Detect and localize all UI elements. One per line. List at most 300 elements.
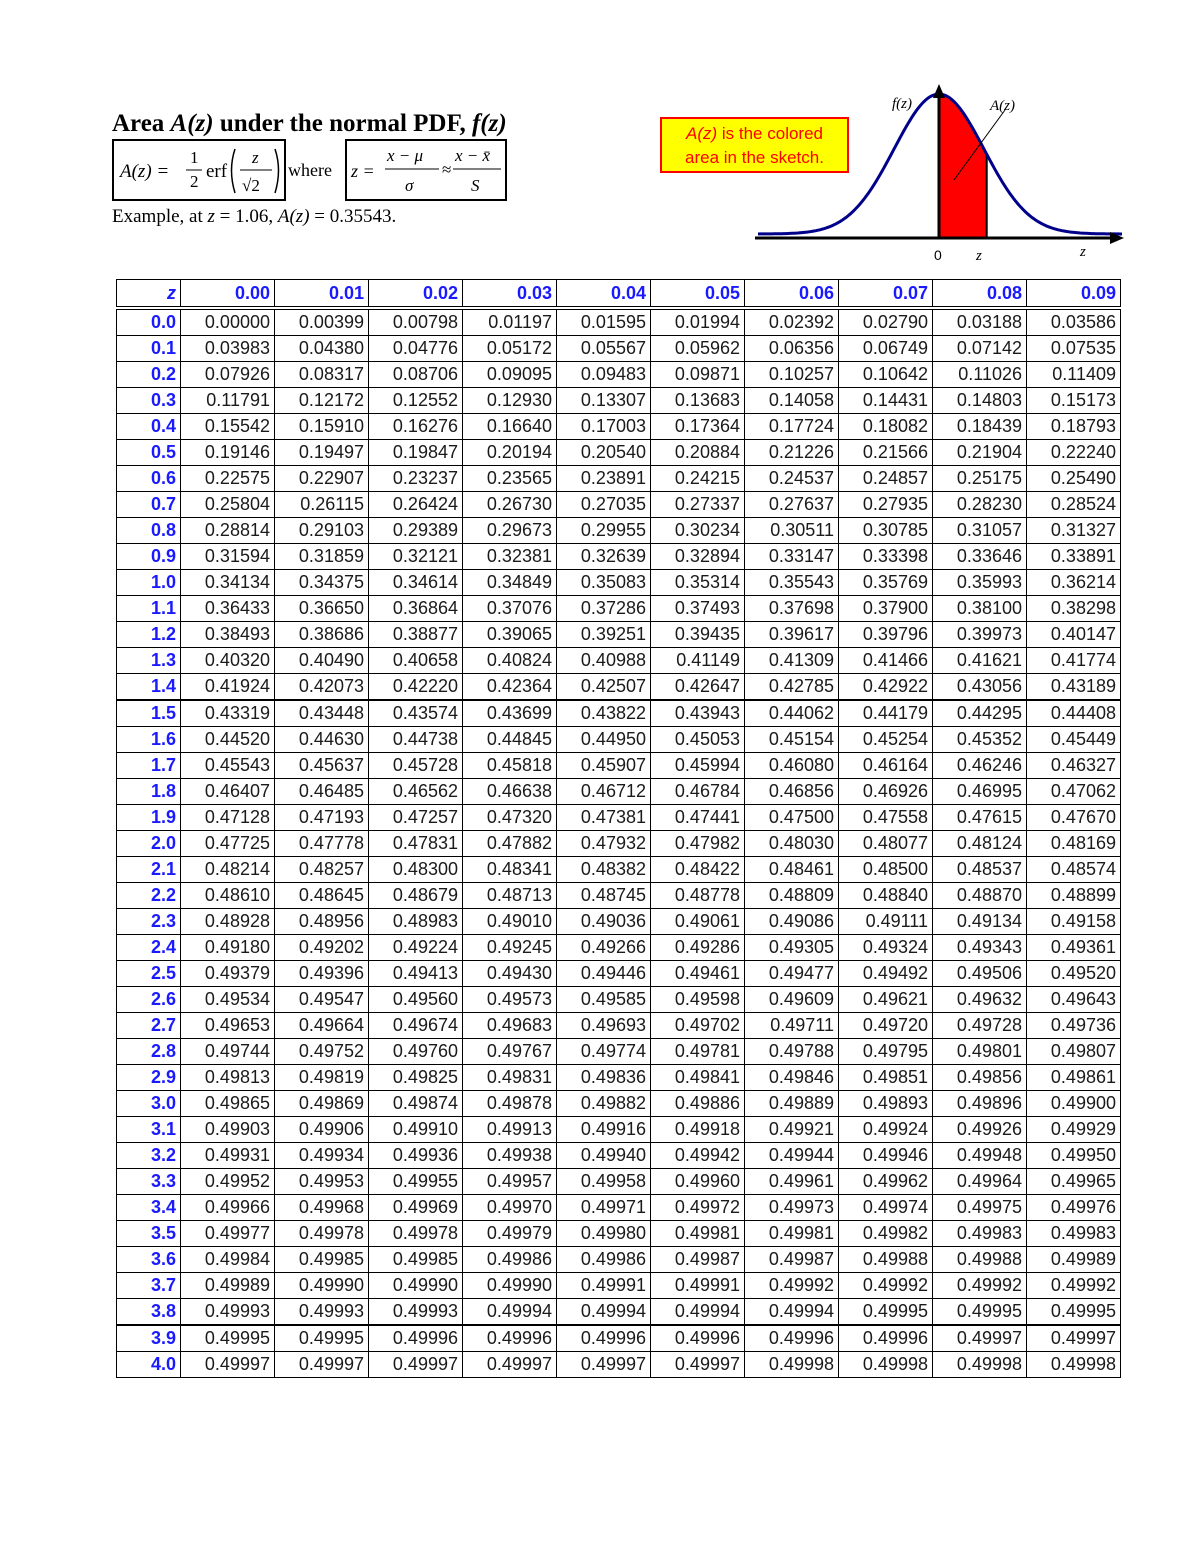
table-cell: 0.22240 — [1027, 440, 1121, 466]
table-cell: 0.49929 — [1027, 1117, 1121, 1143]
table-cell: 0.49361 — [1027, 935, 1121, 961]
table-row — [117, 1169, 1121, 1195]
table-cell: 0.49893 — [839, 1091, 933, 1117]
table-row — [117, 518, 1121, 544]
table-cell: 0.49984 — [181, 1247, 275, 1273]
column-header: 0.09 — [1027, 280, 1121, 309]
table-row — [117, 440, 1121, 466]
table-cell: 0.48461 — [745, 857, 839, 883]
table-cell: 0.49036 — [557, 909, 651, 935]
row-header: 0.5 — [117, 440, 181, 466]
table-cell: 0.27637 — [745, 492, 839, 518]
table-cell: 0.49305 — [745, 935, 839, 961]
table-cell: 0.43822 — [557, 700, 651, 727]
page-title: Area A(z) under the normal PDF, f(z) — [112, 110, 507, 137]
svg-text:z =: z = — [351, 161, 375, 181]
table-cell: 0.49813 — [181, 1065, 275, 1091]
table-cell: 0.49997 — [369, 1352, 463, 1378]
table-row — [117, 1221, 1121, 1247]
table-cell: 0.49998 — [745, 1352, 839, 1378]
table-cell: 0.07142 — [933, 336, 1027, 362]
table-cell: 0.49874 — [369, 1091, 463, 1117]
table-row — [117, 779, 1121, 805]
table-cell: 0.46856 — [745, 779, 839, 805]
table-cell: 0.48077 — [839, 831, 933, 857]
table-cell: 0.38298 — [1027, 596, 1121, 622]
table-row — [117, 596, 1121, 622]
table-cell: 0.02392 — [745, 308, 839, 336]
table-cell: 0.39973 — [933, 622, 1027, 648]
svg-text:A(z) =: A(z) = — [120, 161, 170, 182]
table-cell: 0.47778 — [275, 831, 369, 857]
table-cell: 0.48983 — [369, 909, 463, 935]
row-header: 2.3 — [117, 909, 181, 935]
table-cell: 0.46407 — [181, 779, 275, 805]
table-cell: 0.49825 — [369, 1065, 463, 1091]
z-mark-label: z — [976, 248, 982, 264]
table-cell: 0.49111 — [839, 909, 933, 935]
table-cell: 0.38100 — [933, 596, 1027, 622]
table-cell: 0.35314 — [651, 570, 745, 596]
table-cell: 0.49971 — [557, 1195, 651, 1221]
table-cell: 0.19497 — [275, 440, 369, 466]
table-cell: 0.49788 — [745, 1039, 839, 1065]
table-cell: 0.49461 — [651, 961, 745, 987]
row-header: 1.1 — [117, 596, 181, 622]
table-cell: 0.16640 — [463, 414, 557, 440]
table-cell: 0.17724 — [745, 414, 839, 440]
table-row — [117, 1013, 1121, 1039]
table-cell: 0.35993 — [933, 570, 1027, 596]
table-cell: 0.49585 — [557, 987, 651, 1013]
table-cell: 0.42647 — [651, 674, 745, 701]
table-cell: 0.49978 — [369, 1221, 463, 1247]
table-cell: 0.49918 — [651, 1117, 745, 1143]
row-header: 3.5 — [117, 1221, 181, 1247]
table-row — [117, 1247, 1121, 1273]
svg-text:√2: √2 — [242, 176, 260, 195]
table-cell: 0.49996 — [839, 1325, 933, 1352]
table-cell: 0.29389 — [369, 518, 463, 544]
table-cell: 0.49955 — [369, 1169, 463, 1195]
table-cell: 0.49961 — [745, 1169, 839, 1195]
table-cell: 0.41774 — [1027, 648, 1121, 674]
table-cell: 0.25804 — [181, 492, 275, 518]
z-formula — [347, 141, 505, 199]
row-header: 2.2 — [117, 883, 181, 909]
table-cell: 0.13683 — [651, 388, 745, 414]
table-cell: 0.45818 — [463, 753, 557, 779]
table-row — [117, 857, 1121, 883]
table-cell: 0.37698 — [745, 596, 839, 622]
table-cell: 0.49976 — [1027, 1195, 1121, 1221]
table-cell: 0.45254 — [839, 727, 933, 753]
column-header: 0.08 — [933, 280, 1027, 309]
table-cell: 0.41924 — [181, 674, 275, 701]
zero-label: 0 — [934, 247, 942, 263]
table-cell: 0.23237 — [369, 466, 463, 492]
table-cell: 0.41309 — [745, 648, 839, 674]
table-cell: 0.27337 — [651, 492, 745, 518]
table-cell: 0.47670 — [1027, 805, 1121, 831]
table-cell: 0.27035 — [557, 492, 651, 518]
table-cell: 0.40824 — [463, 648, 557, 674]
table-cell: 0.23565 — [463, 466, 557, 492]
table-cell: 0.37076 — [463, 596, 557, 622]
row-header: 1.8 — [117, 779, 181, 805]
table-cell: 0.47932 — [557, 831, 651, 857]
table-cell: 0.49946 — [839, 1143, 933, 1169]
table-row — [117, 727, 1121, 753]
table-cell: 0.49940 — [557, 1143, 651, 1169]
table-cell: 0.00798 — [369, 308, 463, 336]
table-cell: 0.37286 — [557, 596, 651, 622]
table-row — [117, 1299, 1121, 1326]
table-cell: 0.18439 — [933, 414, 1027, 440]
table-row — [117, 674, 1121, 701]
column-header: 0.07 — [839, 280, 933, 309]
table-cell: 0.41466 — [839, 648, 933, 674]
table-cell: 0.10257 — [745, 362, 839, 388]
table-cell: 0.49988 — [933, 1247, 1027, 1273]
table-cell: 0.31327 — [1027, 518, 1121, 544]
table-cell: 0.06356 — [745, 336, 839, 362]
column-header: 0.05 — [651, 280, 745, 309]
table-cell: 0.49996 — [369, 1325, 463, 1352]
table-cell: 0.41149 — [651, 648, 745, 674]
table-cell: 0.49983 — [1027, 1221, 1121, 1247]
table-cell: 0.46926 — [839, 779, 933, 805]
table-cell: 0.07535 — [1027, 336, 1121, 362]
table-row — [117, 492, 1121, 518]
table-cell: 0.30511 — [745, 518, 839, 544]
table-cell: 0.33646 — [933, 544, 1027, 570]
table-cell: 0.49970 — [463, 1195, 557, 1221]
table-cell: 0.49520 — [1027, 961, 1121, 987]
table-cell: 0.43319 — [181, 700, 275, 727]
row-header: 2.0 — [117, 831, 181, 857]
table-cell: 0.49711 — [745, 1013, 839, 1039]
table-cell: 0.49926 — [933, 1117, 1027, 1143]
table-cell: 0.49996 — [463, 1325, 557, 1352]
table-row — [117, 987, 1121, 1013]
sketch-note: A(z) is the colored area in the sketch. — [660, 117, 849, 173]
table-cell: 0.48645 — [275, 883, 369, 909]
table-cell: 0.48169 — [1027, 831, 1121, 857]
table-cell: 0.49430 — [463, 961, 557, 987]
table-cell: 0.46995 — [933, 779, 1027, 805]
table-cell: 0.31057 — [933, 518, 1027, 544]
table-cell: 0.42073 — [275, 674, 369, 701]
table-cell: 0.03983 — [181, 336, 275, 362]
table-row — [117, 909, 1121, 935]
column-header: 0.02 — [369, 280, 463, 309]
table-cell: 0.21904 — [933, 440, 1027, 466]
table-cell: 0.46246 — [933, 753, 1027, 779]
table-cell: 0.39796 — [839, 622, 933, 648]
table-cell: 0.40490 — [275, 648, 369, 674]
table-cell: 0.00399 — [275, 308, 369, 336]
table-cell: 0.08317 — [275, 362, 369, 388]
table-cell: 0.48745 — [557, 883, 651, 909]
table-cell: 0.49807 — [1027, 1039, 1121, 1065]
table-cell: 0.22907 — [275, 466, 369, 492]
table-cell: 0.22575 — [181, 466, 275, 492]
example-text: Example, at z = 1.06, A(z) = 0.35543. — [112, 206, 397, 227]
table-cell: 0.43189 — [1027, 674, 1121, 701]
table-cell: 0.39065 — [463, 622, 557, 648]
table-cell: 0.49767 — [463, 1039, 557, 1065]
table-row — [117, 388, 1121, 414]
table-cell: 0.49534 — [181, 987, 275, 1013]
table-cell: 0.10642 — [839, 362, 933, 388]
table-cell: 0.45907 — [557, 753, 651, 779]
table-cell: 0.27935 — [839, 492, 933, 518]
table-cell: 0.13307 — [557, 388, 651, 414]
table-cell: 0.49266 — [557, 935, 651, 961]
table-cell: 0.49991 — [557, 1273, 651, 1299]
column-header: 0.03 — [463, 280, 557, 309]
az-label: A(z) — [990, 98, 1015, 114]
table-cell: 0.47257 — [369, 805, 463, 831]
row-header: 3.4 — [117, 1195, 181, 1221]
row-header: 3.6 — [117, 1247, 181, 1273]
table-cell: 0.49966 — [181, 1195, 275, 1221]
table-cell: 0.43448 — [275, 700, 369, 727]
table-cell: 0.04380 — [275, 336, 369, 362]
table-cell: 0.49985 — [275, 1247, 369, 1273]
table-cell: 0.49992 — [839, 1273, 933, 1299]
row-header: 3.9 — [117, 1325, 181, 1352]
table-cell: 0.49974 — [839, 1195, 933, 1221]
table-cell: 0.46485 — [275, 779, 369, 805]
table-cell: 0.48809 — [745, 883, 839, 909]
table-body — [117, 308, 1121, 1378]
row-header: 2.4 — [117, 935, 181, 961]
table-cell: 0.48214 — [181, 857, 275, 883]
table-row — [117, 1325, 1121, 1352]
table-cell: 0.18082 — [839, 414, 933, 440]
table-cell: 0.48956 — [275, 909, 369, 935]
table-cell: 0.17003 — [557, 414, 651, 440]
column-header: 0.04 — [557, 280, 651, 309]
table-cell: 0.08706 — [369, 362, 463, 388]
table-cell: 0.28814 — [181, 518, 275, 544]
table-cell: 0.35543 — [745, 570, 839, 596]
table-cell: 0.49886 — [651, 1091, 745, 1117]
table-cell: 0.33147 — [745, 544, 839, 570]
table-cell: 0.49988 — [839, 1247, 933, 1273]
table-cell: 0.49987 — [651, 1247, 745, 1273]
table-cell: 0.49994 — [557, 1299, 651, 1326]
table-cell: 0.02790 — [839, 308, 933, 336]
table-cell: 0.49851 — [839, 1065, 933, 1091]
table-cell: 0.44950 — [557, 727, 651, 753]
table-cell: 0.26424 — [369, 492, 463, 518]
table-cell: 0.29955 — [557, 518, 651, 544]
table-cell: 0.49506 — [933, 961, 1027, 987]
table-cell: 0.29673 — [463, 518, 557, 544]
table-cell: 0.43943 — [651, 700, 745, 727]
table-row — [117, 1117, 1121, 1143]
svg-text:2: 2 — [190, 172, 199, 191]
table-cell: 0.46164 — [839, 753, 933, 779]
table-cell: 0.49924 — [839, 1117, 933, 1143]
row-header: 3.3 — [117, 1169, 181, 1195]
table-cell: 0.49931 — [181, 1143, 275, 1169]
svg-text:S: S — [471, 176, 480, 195]
table-cell: 0.42922 — [839, 674, 933, 701]
row-header: 3.2 — [117, 1143, 181, 1169]
table-cell: 0.47558 — [839, 805, 933, 831]
table-cell: 0.36650 — [275, 596, 369, 622]
table-cell: 0.49324 — [839, 935, 933, 961]
table-cell: 0.32894 — [651, 544, 745, 570]
table-cell: 0.39251 — [557, 622, 651, 648]
table-cell: 0.49986 — [557, 1247, 651, 1273]
table-cell: 0.16276 — [369, 414, 463, 440]
table-cell: 0.49997 — [181, 1352, 275, 1378]
table-cell: 0.32121 — [369, 544, 463, 570]
table-cell: 0.49998 — [1027, 1352, 1121, 1378]
table-cell: 0.42507 — [557, 674, 651, 701]
table-cell: 0.49396 — [275, 961, 369, 987]
table-cell: 0.49980 — [557, 1221, 651, 1247]
table-cell: 0.49990 — [275, 1273, 369, 1299]
fz-label: f(z) — [892, 96, 912, 112]
table-cell: 0.49158 — [1027, 909, 1121, 935]
row-header: 0.4 — [117, 414, 181, 440]
table-cell: 0.26730 — [463, 492, 557, 518]
table-header-row — [117, 280, 1121, 309]
table-cell: 0.49993 — [369, 1299, 463, 1326]
table-cell: 0.09095 — [463, 362, 557, 388]
table-cell: 0.48679 — [369, 883, 463, 909]
table-cell: 0.49921 — [745, 1117, 839, 1143]
table-cell: 0.46327 — [1027, 753, 1121, 779]
row-header: 1.4 — [117, 674, 181, 701]
table-cell: 0.49975 — [933, 1195, 1027, 1221]
svg-text:z: z — [252, 148, 259, 167]
table-cell: 0.15173 — [1027, 388, 1121, 414]
y-axis-arrow — [933, 84, 945, 98]
table-cell: 0.49953 — [275, 1169, 369, 1195]
table-cell: 0.48382 — [557, 857, 651, 883]
table-cell: 0.49978 — [275, 1221, 369, 1247]
table-cell: 0.37900 — [839, 596, 933, 622]
table-cell: 0.49728 — [933, 1013, 1027, 1039]
row-header: 1.5 — [117, 700, 181, 727]
area-formula-box — [112, 139, 286, 201]
table-cell: 0.49760 — [369, 1039, 463, 1065]
table-row — [117, 700, 1121, 727]
row-header: 3.0 — [117, 1091, 181, 1117]
table-cell: 0.49965 — [1027, 1169, 1121, 1195]
table-cell: 0.32639 — [557, 544, 651, 570]
table-cell: 0.49224 — [369, 935, 463, 961]
table-cell: 0.43574 — [369, 700, 463, 727]
table-cell: 0.15542 — [181, 414, 275, 440]
table-cell: 0.40147 — [1027, 622, 1121, 648]
table-cell: 0.49379 — [181, 961, 275, 987]
table-cell: 0.49202 — [275, 935, 369, 961]
svg-text:x − μ: x − μ — [387, 146, 424, 165]
table-row — [117, 1273, 1121, 1299]
row-header: 1.7 — [117, 753, 181, 779]
table-row — [117, 622, 1121, 648]
shaded-area — [939, 94, 987, 238]
table-cell: 0.48840 — [839, 883, 933, 909]
table-cell: 0.49944 — [745, 1143, 839, 1169]
table-cell: 0.39617 — [745, 622, 839, 648]
table-cell: 0.49861 — [1027, 1065, 1121, 1091]
table-cell: 0.20884 — [651, 440, 745, 466]
table-cell: 0.01994 — [651, 308, 745, 336]
table-cell: 0.49477 — [745, 961, 839, 987]
table-cell: 0.49781 — [651, 1039, 745, 1065]
table-cell: 0.49846 — [745, 1065, 839, 1091]
table-cell: 0.49973 — [745, 1195, 839, 1221]
column-header: 0.06 — [745, 280, 839, 309]
row-header: 0.7 — [117, 492, 181, 518]
svg-text:σ: σ — [405, 176, 414, 195]
table-cell: 0.33891 — [1027, 544, 1121, 570]
table-cell: 0.49997 — [463, 1352, 557, 1378]
table-cell: 0.24215 — [651, 466, 745, 492]
table-cell: 0.49997 — [651, 1352, 745, 1378]
table-cell: 0.47982 — [651, 831, 745, 857]
table-row — [117, 1143, 1121, 1169]
table-cell: 0.24537 — [745, 466, 839, 492]
table-cell: 0.49995 — [933, 1299, 1027, 1326]
table-cell: 0.28230 — [933, 492, 1027, 518]
table-cell: 0.49994 — [745, 1299, 839, 1326]
table-cell: 0.49986 — [463, 1247, 557, 1273]
table-cell: 0.05172 — [463, 336, 557, 362]
table-cell: 0.34134 — [181, 570, 275, 596]
row-header: 0.3 — [117, 388, 181, 414]
table-cell: 0.47193 — [275, 805, 369, 831]
table-cell: 0.49632 — [933, 987, 1027, 1013]
table-cell: 0.49865 — [181, 1091, 275, 1117]
table-cell: 0.49869 — [275, 1091, 369, 1117]
table-cell: 0.23891 — [557, 466, 651, 492]
row-header: 2.7 — [117, 1013, 181, 1039]
table-cell: 0.31594 — [181, 544, 275, 570]
table-cell: 0.49819 — [275, 1065, 369, 1091]
table-cell: 0.49446 — [557, 961, 651, 987]
table-cell: 0.46784 — [651, 779, 745, 805]
table-cell: 0.45994 — [651, 753, 745, 779]
row-header: 1.3 — [117, 648, 181, 674]
table-cell: 0.33398 — [839, 544, 933, 570]
table-cell: 0.49995 — [181, 1325, 275, 1352]
table-cell: 0.49889 — [745, 1091, 839, 1117]
table-cell: 0.36433 — [181, 596, 275, 622]
table-cell: 0.49774 — [557, 1039, 651, 1065]
table-cell: 0.41621 — [933, 648, 1027, 674]
row-header: 1.9 — [117, 805, 181, 831]
table-cell: 0.49990 — [369, 1273, 463, 1299]
table-cell: 0.01595 — [557, 308, 651, 336]
column-header: 0.01 — [275, 280, 369, 309]
table-cell: 0.49702 — [651, 1013, 745, 1039]
table-cell: 0.45637 — [275, 753, 369, 779]
table-cell: 0.49913 — [463, 1117, 557, 1143]
table-cell: 0.49998 — [933, 1352, 1027, 1378]
table-cell: 0.25490 — [1027, 466, 1121, 492]
table-cell: 0.42364 — [463, 674, 557, 701]
